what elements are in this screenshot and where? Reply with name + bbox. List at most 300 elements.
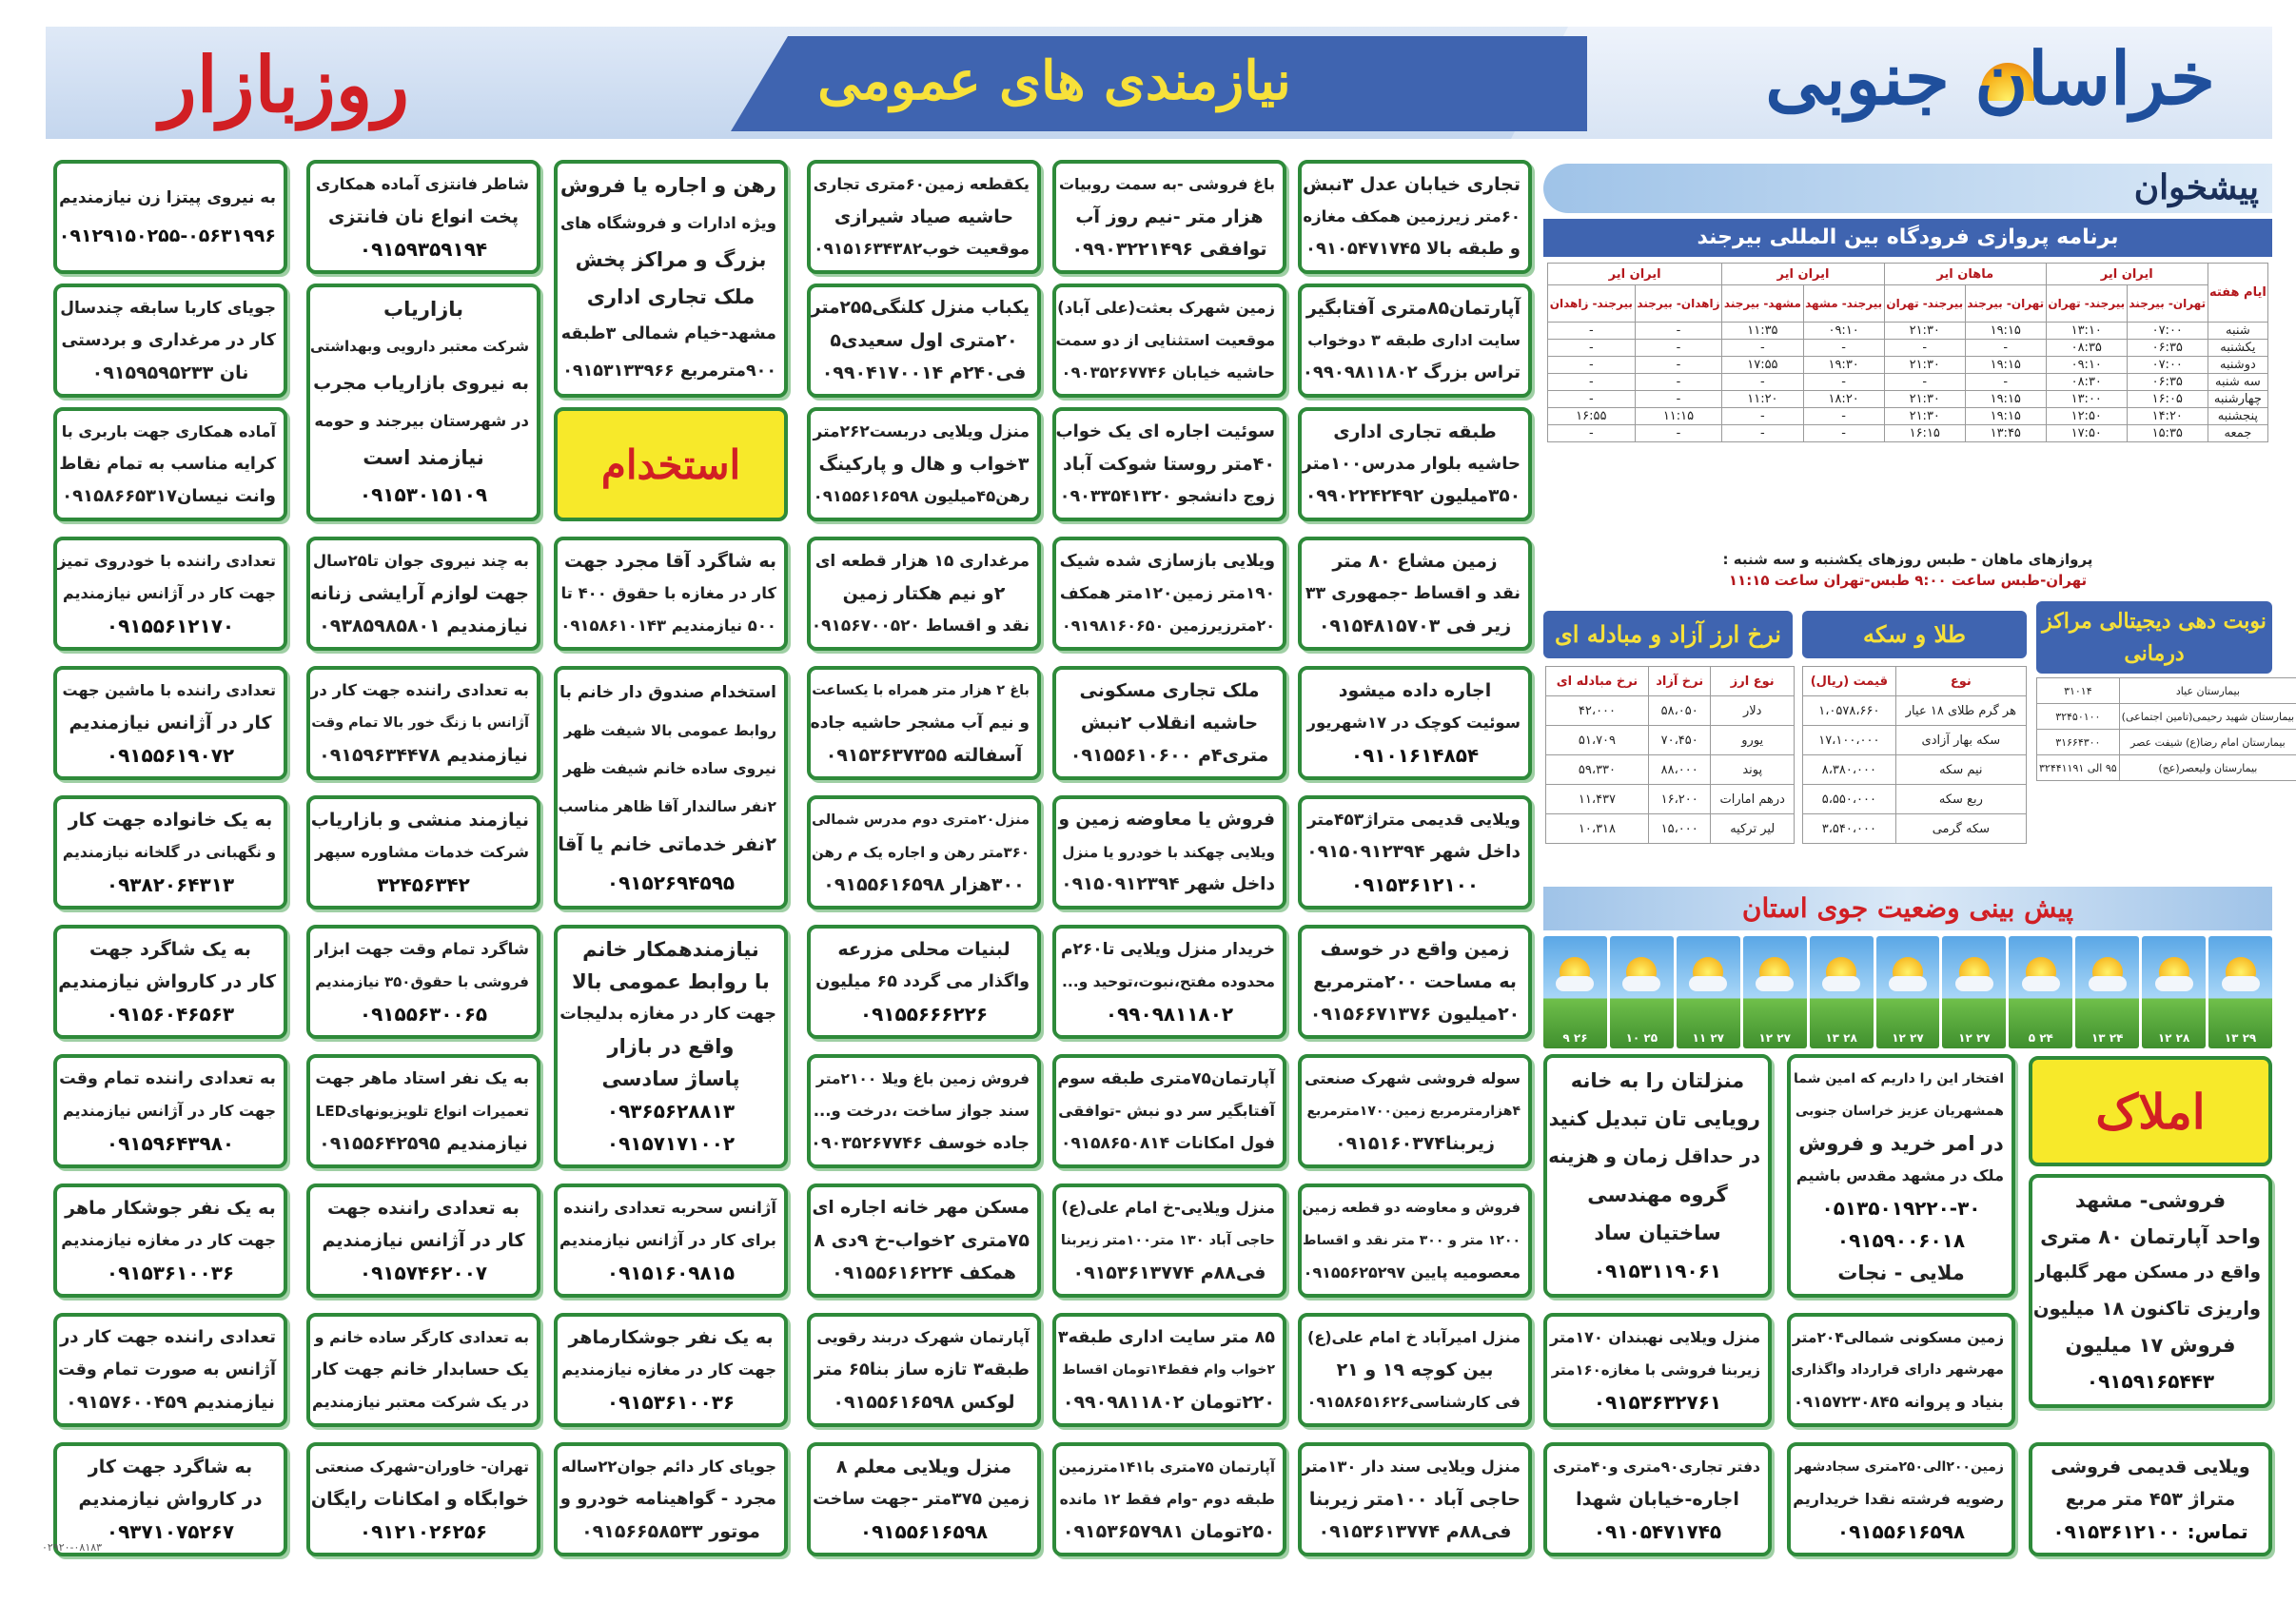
cloud-icon	[1822, 976, 1860, 991]
clinic-cell: بیمارستان عیاد	[2119, 678, 2296, 704]
ad-line: طبقه تجاری اداری	[1333, 421, 1497, 442]
classified-ad	[306, 284, 540, 521]
ad-line: ۰۹۱۵۳۰۱۵۱۰۹	[359, 483, 488, 506]
ad-line: موقعیت استثنایی از دو سمت	[1055, 331, 1275, 349]
flight-time: -	[1884, 340, 1965, 357]
flight-day: چهارشنبه	[2208, 391, 2267, 408]
clinic-row	[2037, 755, 2296, 781]
flight-time: -	[1803, 340, 1884, 357]
ad-line: ۱۹۰متر زمین۱۲۰متر همکف	[1059, 584, 1275, 603]
flight-time: ۱۵:۳۵	[2127, 425, 2208, 442]
ad-line: ۰۹۱۵۷۱۷۱۰۰۲	[606, 1132, 736, 1155]
currency-row	[1546, 785, 1795, 814]
classified-ad	[306, 666, 540, 780]
weather-temp: ۱۱ ۲۷	[1692, 1031, 1724, 1045]
ad-line: فی۸۸م ۰۹۱۵۳۶۱۳۷۷۴	[1318, 1521, 1512, 1542]
cloud-icon	[2155, 976, 2193, 991]
ad-line: تهران- خاوران-شهرک صنعتی	[314, 1458, 529, 1476]
ad-line: ۰۹۱۵۹۰۰۶۰۱۸	[1836, 1229, 1966, 1252]
flight-row	[1548, 357, 2268, 374]
ad-line: و طبقه بالا ۰۹۱۰۵۴۷۱۷۴۵	[1305, 239, 1521, 259]
classified-ad	[807, 407, 1041, 521]
ad-line: واقع در مسکن مهر گلبهار	[2034, 1262, 2261, 1282]
flight-airline-header: ماهان ایر	[1884, 264, 2046, 285]
ad-line: اجاره داده میشود	[1338, 680, 1492, 701]
flight-time: -	[1722, 425, 1803, 442]
ad-line: باغ ۲ هزار متر همراه با یکساعت	[812, 683, 1030, 698]
flight-time: ۰۸:۳۰	[2046, 374, 2127, 391]
flight-route-header: تهران- بیرجند	[1965, 285, 2046, 323]
gold-cell: ۳،۵۴۰،۰۰۰	[1803, 814, 1896, 844]
ad-line: آژانس با زنگ خور بالا تمام وقت	[311, 715, 529, 731]
ad-line: ۰۹۱۵۳۱۱۹۰۶۱	[1593, 1260, 1722, 1282]
ad-line: لبنیات محلی مزرعه	[837, 939, 1011, 960]
ad-line: به شاگرد آقا مجرد جهت	[563, 551, 776, 572]
gold-header: قیمت (ریال)	[1803, 667, 1896, 696]
cloud-icon	[1756, 976, 1794, 991]
ad-line: زوج دانشجو ۰۹۰۳۳۵۴۱۳۲۰	[1059, 487, 1275, 506]
gold-title	[1802, 611, 2027, 658]
ad-line: متری۴م ۰۹۱۵۵۶۱۰۶۰۰	[1070, 745, 1269, 766]
currency-row	[1546, 696, 1795, 726]
ad-line: حاشیه بلوار مدرس۱۰۰متر	[1302, 454, 1521, 474]
classified-ad	[1052, 1313, 1286, 1427]
ad-line: نیازمند است	[363, 446, 484, 469]
ad-line: معصومیه پایین ۰۹۱۵۵۶۲۵۲۹۷	[1303, 1263, 1521, 1281]
weather-day	[1543, 936, 1607, 1048]
ad-line: ۰۹۱۵۳۶۱۰۰۳۶	[106, 1262, 235, 1284]
ad-line: ۳۶۰متر رهن و اجاره یک م رهن	[812, 844, 1030, 861]
weather-title-text: پیش بینی وضعیت جوی استان	[1741, 892, 2074, 924]
classified-ad	[53, 1183, 287, 1298]
ad-line: جهت لوازم آرایشی زنانه	[309, 583, 529, 604]
ad-line: حاشیه انقلاب ۲نبش	[1080, 713, 1259, 734]
flight-time: ۰۷:۰۰	[2127, 357, 2208, 374]
ad-line: تجاری خیابان عدل ۳نبش	[1302, 174, 1521, 195]
classified-ad	[1298, 1313, 1532, 1427]
supplement-name: روزبازار	[160, 40, 410, 129]
classified-ad	[1543, 1442, 1772, 1556]
classified-ad	[2029, 1174, 2272, 1408]
ad-line: روابط عمومی بالا شیفت ظهر	[563, 722, 776, 739]
ad-line: آماده همکاری جهت باربری با	[61, 422, 276, 440]
flight-time: ۰۹:۱۰	[1803, 323, 1884, 340]
ad-line: جهت کار در مغازه نیازمندیم	[561, 1360, 776, 1379]
classified-ad	[53, 537, 287, 651]
ad-line: ویژه ادارات و فروشگاه های	[559, 214, 776, 232]
ad-line: سوئیت اجاره ای یک خواب	[1055, 421, 1275, 441]
ad-line: منزل ویلایی دربست۲۶۲متر	[813, 422, 1030, 441]
ad-line: ۰۹۱۵۵۶۱۹۰۷۲	[106, 744, 235, 767]
real-estate-label-text: املاک	[2095, 1083, 2206, 1140]
ad-line: به نیروی بازاریاب مجرب	[313, 373, 529, 394]
weather-temp: ۱۳ ۲۹	[2224, 1031, 2257, 1045]
ad-line: ۲نفر خدماتی خانم یا آقا	[558, 833, 776, 855]
classified-ad	[1052, 160, 1286, 274]
ad-line: رضویه فرشته نقدا خریداریم	[1793, 1490, 2004, 1508]
classified-ad	[807, 666, 1041, 780]
currency-cell: ۱۵،۰۰۰	[1648, 814, 1711, 844]
ad-line: نیازمند منشی و بازاریاب	[310, 810, 529, 831]
classified-ad	[53, 284, 287, 398]
ad-line: بین کوچه ۱۹ و ۲۱	[1336, 1359, 1494, 1380]
flight-time: -	[1722, 374, 1803, 391]
ad-line: ۴۰متر روستا شوکت آباد	[1063, 454, 1275, 475]
classified-ad	[807, 1313, 1041, 1427]
ad-line: تماس: ۰۹۱۵۳۶۱۲۱۰۰	[2052, 1520, 2248, 1543]
ad-line: در شهرستان بیرجند و حومه	[314, 412, 529, 430]
ad-line: به یک نفر جوشکار ماهر	[65, 1198, 276, 1219]
flight-note	[1543, 549, 2272, 591]
ad-line: ۲۰مترزیرزمین ۰۹۱۹۸۱۶۰۶۵۰	[1061, 616, 1275, 635]
employment-label	[554, 407, 788, 521]
flight-time: -	[1803, 374, 1884, 391]
gold-row	[1803, 785, 2027, 814]
flight-time: -	[1635, 374, 1722, 391]
flight-route-header: زاهدان- بیرجند	[1635, 285, 1722, 323]
ad-line: نیازمندیم ۰۹۱۵۷۶۰۰۴۵۹	[66, 1392, 275, 1413]
ad-line: زیربنا۰۹۱۵۱۶۰۳۷۴	[1335, 1133, 1495, 1154]
clinic-cell: ۳۱۶۶۴۳۰۰	[2037, 730, 2120, 755]
ad-line: ۰۹۳۷۱۰۷۵۲۶۷	[106, 1520, 235, 1543]
classified-ad	[1298, 1183, 1532, 1298]
ad-line: برای کار در آژانس نیازمندیم	[559, 1231, 776, 1249]
classified-ad	[807, 160, 1041, 274]
ad-line: منزل ویلایی-خ امام علی(ع)	[1061, 1199, 1275, 1217]
ad-line: جویای کاربا سابقه چندسال	[60, 299, 276, 318]
ad-line: کرایه مناسب به تمام نقاط	[59, 455, 276, 474]
classified-ad	[807, 1054, 1041, 1168]
ad-line: داخل شهر ۰۹۱۵۰۹۱۲۳۹۴	[1306, 842, 1521, 862]
flight-time: -	[1965, 340, 2046, 357]
classified-ad	[1543, 1313, 1772, 1427]
ad-line: ۰۹۱۰۵۴۷۱۷۴۵	[1593, 1520, 1722, 1543]
ad-line: مجرد - گواهینامه خودرو و	[559, 1489, 776, 1509]
ad-line: ۱۲۰۰ متر و ۳۰۰ متر نقد و اقساط	[1303, 1233, 1521, 1248]
ad-line: آسفالته ۰۹۱۵۳۶۳۷۳۵۵	[825, 745, 1023, 766]
flight-time: ۰۶:۳۵	[2127, 374, 2208, 391]
flight-time: ۰۶:۳۵	[2127, 340, 2208, 357]
ad-line: آپارتمان۷۵متری طبقه سوم	[1057, 1069, 1275, 1088]
section-title: نیازمندی های عمومی	[817, 49, 1291, 112]
flight-route-header: بیرجند- زاهدان	[1548, 285, 1636, 323]
ad-line: نقد و اقساط ۰۹۱۵۶۷۰۰۵۲۰	[811, 616, 1030, 636]
classified-ad	[1787, 1313, 2015, 1427]
ad-line: ۰۵۱۳۵۰۱۹۲۲۰-۳۰	[1821, 1197, 1981, 1220]
flight-time: ۱۳:۱۰	[2046, 323, 2127, 340]
classified-ad	[53, 160, 287, 274]
flight-row	[1548, 323, 2268, 340]
ad-line: ۰۹۹۰۹۸۱۱۸۰۲	[1105, 1003, 1234, 1026]
classified-ad	[554, 1442, 788, 1556]
ad-line: فروش و معاوضه دو قطعه زمین	[1302, 1201, 1521, 1216]
ad-line: منزل۲۰متری دوم مدرس شمالی	[812, 812, 1030, 828]
ad-line: تعدادی راننده با خودروی تمیز	[57, 552, 276, 570]
ad-line: داخل شهر ۰۹۱۵۰۹۱۲۳۹۴	[1061, 874, 1275, 894]
ad-line: جویای کار دائم جوان۲۲ساله	[560, 1457, 776, 1476]
classified-ad	[1052, 666, 1286, 780]
ad-line: ۰۹۱۵۲۶۹۴۵۹۵	[606, 871, 736, 894]
flight-row	[1548, 408, 2268, 425]
ad-line: مشهد-خیام شمالی ۳طبقه	[560, 324, 776, 343]
ad-line: ۰۹۱۵۵۶۱۲۱۷۰	[106, 615, 235, 637]
currency-header: نرخ مبادله ای	[1546, 667, 1649, 696]
flight-time: -	[1548, 357, 1636, 374]
flight-time: ۱۸:۲۰	[1803, 391, 1884, 408]
ad-line: منزل ویلایی سند دار ۱۳۰متر	[1302, 1457, 1521, 1476]
ad-line: فروش زمین باغ ویلا ۲۱۰۰متر	[815, 1070, 1030, 1087]
ad-line: ۰۹۱۵۵۶۱۶۵۹۸	[859, 1520, 989, 1543]
classified-ad	[1298, 666, 1532, 780]
ad-line: موقعیت خوب۰۹۱۵۱۶۳۴۳۸۲	[814, 240, 1030, 259]
ad-line: نیازمندیم ۰۹۱۵۵۶۴۲۵۹۵	[319, 1133, 528, 1154]
flight-time: ۲۱:۳۰	[1884, 391, 1965, 408]
gold-row	[1803, 755, 2027, 785]
ad-line: مرغداری ۱۵ هزار قطعه ای	[814, 552, 1030, 571]
ad-line: بنیاد و پروانه ۰۹۱۵۷۲۳۰۸۴۵	[1793, 1393, 2004, 1411]
flight-time: -	[1548, 323, 1636, 340]
flight-route-header: مشهد- بیرجند	[1722, 285, 1803, 323]
panel-header	[1543, 164, 2272, 213]
ad-line: کار در مغازه با حقوق ۴۰۰ تا	[560, 584, 776, 602]
classified-ad	[53, 407, 287, 521]
ad-line: رهن۴۵میلیون ۰۹۱۵۵۶۱۶۵۹۸	[813, 487, 1030, 505]
ad-line: همشهریان عزیز خراسان جنوبی	[1795, 1104, 2004, 1119]
ad-line: زمین ۳۷۵متر -جهت ساخت	[813, 1490, 1030, 1509]
flight-time: ۲۱:۳۰	[1884, 323, 1965, 340]
ad-line: نان ۰۹۱۵۹۵۹۵۲۳۳	[91, 362, 249, 383]
weather-temp: ۱۲ ۲۷	[1758, 1031, 1791, 1045]
classified-ad	[554, 537, 788, 651]
ad-line: ۰۹۱۵۹۶۴۳۹۸۰	[106, 1132, 235, 1155]
ad-line: ۰۹۱۰۱۶۱۴۸۵۴	[1350, 744, 1480, 767]
ad-line: ۰۹۱۲۱۰۲۶۲۵۶	[359, 1520, 488, 1543]
weather-title	[1543, 887, 2272, 930]
gold-row	[1803, 726, 2027, 755]
ad-line: واریزی تاکنون ۱۸ میلیون	[2032, 1298, 2261, 1320]
ad-line: پاساژ سادسی	[601, 1067, 740, 1090]
ad-line: ویلایی بازسازی شده شیک	[1059, 552, 1275, 571]
classified-ad	[53, 1442, 287, 1556]
gold-cell: ۱،۰۵۷۸،۶۶۰	[1803, 696, 1896, 726]
flight-airline-header: ایران ایر	[2046, 264, 2208, 285]
ad-line: گروه مهندسی	[1587, 1183, 1728, 1206]
ad-line: ملایی - نجات	[1837, 1262, 1965, 1284]
classified-ad	[1052, 537, 1286, 651]
ad-line: استخدام صندوق دار خانم با	[559, 683, 776, 702]
flight-day: یکشنبه	[2208, 340, 2267, 357]
classified-ad	[306, 925, 540, 1039]
ad-line: ۲خواب وام فقط۱۴تومان اقساط	[1062, 1362, 1275, 1378]
flight-time: ۱۳:۰۰	[2046, 391, 2127, 408]
weather-day	[1743, 936, 1807, 1048]
ad-line: ۰۹۱۵۹۱۶۵۴۴۳	[2086, 1370, 2215, 1393]
flight-time: -	[1803, 425, 1884, 442]
clinic-title	[2036, 601, 2272, 674]
currency-row	[1546, 755, 1795, 785]
flight-time: ۲۱:۳۰	[1884, 408, 1965, 425]
gold-cell: سکه بهار آزادی	[1895, 726, 2026, 755]
ad-line: سایت اداری طبقه ۳ دوخواب	[1307, 331, 1521, 349]
ad-line: هزار متر -نیم روز آب	[1075, 206, 1264, 227]
flight-time: ۰۹:۱۰	[2046, 357, 2127, 374]
ad-line: ۰۹۱۵۷۴۶۲۰۰۷	[359, 1262, 488, 1284]
classified-ad	[554, 925, 788, 1168]
flight-time: ۱۶:۵۵	[1548, 408, 1636, 425]
classified-ad	[53, 925, 287, 1039]
footer-code: ۰۲۹۲۰-۰۸۱۸۳	[42, 1541, 103, 1554]
info-panel	[1543, 164, 2295, 1048]
ad-line: ۰۹۳۸۲۰۶۴۳۱۳	[106, 873, 235, 896]
ad-line: فروش یا معاوضه زمین و	[1058, 810, 1275, 830]
ad-line: تعمیرات انواع تلویزیونهایLED	[315, 1103, 529, 1120]
flight-schedule-title-text: برنامه پروازی فرودگاه بین المللی بیرجند	[1697, 225, 2119, 249]
ad-line: جهت کار در مغازه بدلیجات	[559, 1005, 776, 1024]
currency-cell: ۸۸،۰۰۰	[1648, 755, 1711, 785]
classified-ad	[1052, 407, 1286, 521]
flight-time: -	[1635, 425, 1722, 442]
weather-temp: ۱۲ ۲۷	[1892, 1031, 1924, 1045]
ad-line: زمین مشاع ۸۰ متر	[1332, 551, 1498, 572]
ad-line: در امر خرید و فروش	[1798, 1132, 2004, 1155]
classified-ad	[53, 666, 287, 780]
ad-line: ۳۵۰میلیون ۰۹۹۰۲۲۴۲۴۹۲	[1305, 486, 1521, 506]
flight-day-header: ایام هفته	[2208, 264, 2267, 323]
flight-time: ۱۷:۵۰	[2046, 425, 2127, 442]
ad-line: زمین واقع در خوسف	[1320, 939, 1510, 960]
ad-line: دفتر تجاری۹۰متری و۴۰متری	[1553, 1458, 1760, 1476]
flight-day: پنجشنبه	[2208, 408, 2267, 425]
weather-day	[1810, 936, 1874, 1048]
ad-line: ۲و نیم هکتار زمین	[842, 583, 1006, 604]
classified-ad	[1298, 925, 1532, 1039]
ad-line: تعدادی راننده جهت کار در	[59, 1327, 276, 1347]
weather-day	[1610, 936, 1674, 1048]
cloud-icon	[1689, 976, 1727, 991]
flight-row	[1548, 374, 2268, 391]
ad-line: زمین شهرک بعثت(علی آباد)	[1057, 299, 1275, 317]
classified-ad	[554, 160, 788, 398]
ad-line: واقع در بازار	[607, 1035, 735, 1058]
ad-line: کار در مرغداری و بردستی	[61, 331, 276, 350]
currency-cell: درهم امارات	[1711, 785, 1795, 814]
ad-line: لوکس ۰۹۱۵۵۶۱۶۵۹۸	[833, 1392, 1015, 1413]
gold-cell: ۵،۵۵۰،۰۰۰	[1803, 785, 1896, 814]
ad-line: ۴هزارمترمربع زمین۱۷۰۰مترمربع	[1306, 1104, 1521, 1119]
ad-line: ملک تجاری مسکونی	[1079, 680, 1260, 701]
ad-line: به تعدادی کارگر ساده خانم و	[314, 1328, 529, 1346]
ad-line: ۲۰میلیون ۰۹۱۵۶۶۷۱۳۷۶	[1309, 1004, 1521, 1025]
ad-line: ۹۰۰مترمربع ۰۹۱۵۳۱۳۳۹۶۶	[562, 362, 776, 381]
flight-time: -	[1635, 340, 1722, 357]
ad-line: جهت کار در آژانس نیازمندیم	[62, 1102, 276, 1120]
currency-row	[1546, 726, 1795, 755]
ad-line: ۰۹۱۲۹۱۵۰۲۵۵-۰۵۶۳۱۹۹۶	[58, 225, 276, 246]
gold-row	[1803, 814, 2027, 844]
weather-temp: ۹ ۲۶	[1562, 1031, 1588, 1045]
gold-cell: سکه گرمی	[1895, 814, 2026, 844]
gold-cell: هر گرم طلای ۱۸ عیار	[1895, 696, 2026, 726]
ad-line: ساختیان ساد	[1594, 1222, 1721, 1244]
weather-temp: ۱۲ ۲۷	[1958, 1031, 1991, 1045]
weather-temp: ۱۳ ۲۸	[1825, 1031, 1857, 1045]
currency-title	[1543, 611, 1793, 658]
ad-line: ۰۹۱۵۱۶۰۹۸۱۵	[606, 1262, 736, 1284]
ad-line: ۰۹۱۵۶۰۴۶۵۶۳	[106, 1003, 235, 1026]
ad-line: سوله فروشی شهرک صنعتی	[1305, 1069, 1521, 1087]
classified-ad	[1298, 407, 1532, 521]
weather-day	[2208, 936, 2272, 1048]
flight-row	[1548, 425, 2268, 442]
flight-time: ۱۹:۳۰	[1803, 357, 1884, 374]
classified-ad	[554, 1183, 788, 1298]
ad-line: شرکت معتبر دارویی وبهداشتی	[309, 338, 529, 355]
currency-title-text: نرخ ارز آزاد و مبادله ای	[1555, 620, 1781, 648]
ad-line: ملک در مشهد مقدس باشیم	[1796, 1166, 2004, 1184]
flight-time: ۱۷:۵۵	[1722, 357, 1803, 374]
ad-line: خریدار منزل ویلایی تا۲۶۰م	[1060, 940, 1275, 959]
ad-line: به تعدادی راننده جهت کار در	[309, 681, 529, 699]
ad-line: سند جواز ساخت ،درخت و...	[813, 1102, 1030, 1120]
ad-line: فروشی- مشهد	[2074, 1189, 2227, 1212]
weather-day	[2075, 936, 2139, 1048]
ad-line: ۲۰متری اول سعیدی۵	[830, 330, 1018, 351]
ad-line: به یک نفر استاد ماهر جهت	[315, 1069, 529, 1088]
ad-line: ویلایی قدیمی فروشی	[2051, 1457, 2250, 1477]
ad-line: طبقه دوم -وام فقط ۱۲ مانده	[1059, 1491, 1275, 1508]
ad-line: به نیروی پیتزا زن نیازمندیم	[59, 188, 276, 207]
ad-line: ۸۵ متر سایت اداری طبقه۳	[1057, 1328, 1275, 1347]
flight-time: -	[1548, 425, 1636, 442]
gold-row	[1803, 696, 2027, 726]
ad-line: زیربنا فروشی با مغازه۱۶۰متر	[1551, 1361, 1760, 1379]
gold-cell: ربع سکه	[1895, 785, 2026, 814]
classified-ad	[1052, 1054, 1286, 1168]
ad-line: بزرگ و مراکز پخش	[575, 248, 767, 271]
currency-cell: ۷۰،۴۵۰	[1648, 726, 1711, 755]
weather-forecast-row	[1543, 936, 2272, 1048]
clinic-row	[2037, 730, 2296, 755]
ad-line: منزلتان را به خانه	[1570, 1069, 1745, 1092]
ad-line: واحد آپارتمان ۸۰ متری	[2040, 1225, 2261, 1248]
ad-line: خوابگاه و امکانات رایگان	[310, 1489, 529, 1510]
ad-line: ۰۹۱۵۹۳۵۹۱۹۴	[359, 238, 488, 261]
ad-line: فی۲۴۰م ۰۹۹۰۴۱۷۰۰۱۴	[821, 362, 1027, 383]
flight-time: -	[1635, 323, 1722, 340]
ad-line: و نیم آب مشجر حاشیه جاده	[810, 714, 1030, 733]
flight-airline-header: ایران ایر	[1722, 264, 1884, 285]
classified-ad	[1298, 1442, 1532, 1556]
ad-line: منزل امیرآباد خ امام علی(ع)	[1307, 1328, 1521, 1346]
ad-line: ۰۹۱۵۳۶۱۲۱۰۰	[1350, 873, 1480, 896]
ad-line: ۳۰۰هزار ۰۹۱۵۵۶۱۶۵۹۸	[823, 874, 1025, 895]
cloud-icon	[1556, 976, 1594, 991]
classified-ad	[1052, 1183, 1286, 1298]
ad-line: زیر فی ۰۹۱۵۴۸۱۵۷۰۳	[1318, 616, 1512, 636]
flight-route-header: بیرجند- تهران	[1884, 285, 1965, 323]
gold-title-text: طلا و سکه	[1863, 620, 1966, 648]
masthead	[46, 27, 2272, 139]
ad-line: فی کارشناسی۰۹۱۵۸۶۵۱۶۲۶	[1306, 1393, 1521, 1411]
classified-ad	[1543, 1054, 1772, 1298]
classified-ad	[2029, 1442, 2272, 1556]
ad-line: کار در آژانس نیازمندیم	[322, 1230, 525, 1251]
classified-ad	[807, 537, 1041, 651]
ad-line: توافقی ۰۹۹۰۳۲۲۱۴۹۶	[1071, 239, 1267, 260]
ad-line: آژانس به صورت تمام وقت	[57, 1360, 276, 1379]
flight-time: -	[1635, 391, 1722, 408]
clinic-cell: ۹۵ الی ۳۲۴۴۱۱۹۱	[2037, 755, 2120, 781]
